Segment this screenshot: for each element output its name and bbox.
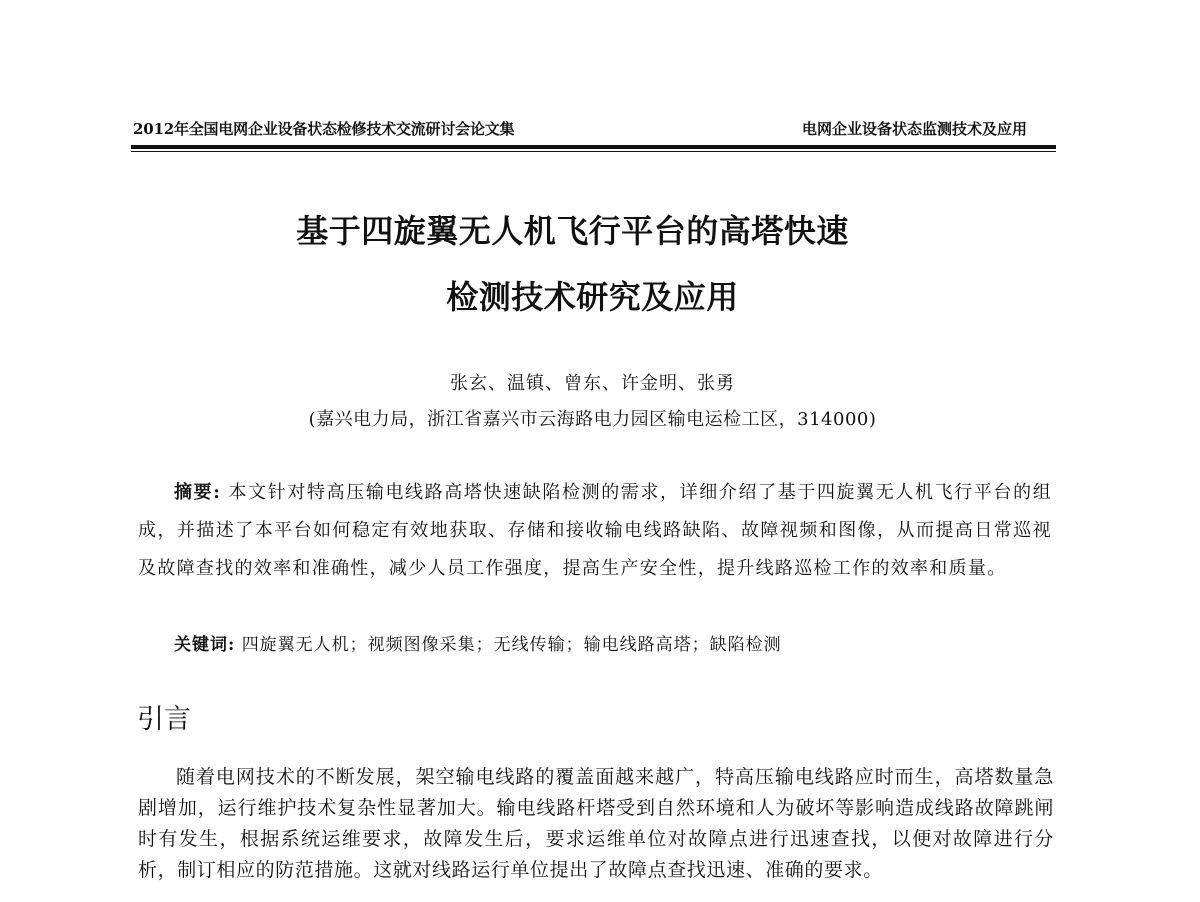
paper-title-line2: 检测技术研究及应用 <box>446 278 739 316</box>
header-section-title: 电网企业设备状态监测技术及应用 <box>801 120 1027 138</box>
header-rule-thin <box>131 151 1056 152</box>
running-header <box>133 118 1055 142</box>
header-rule-thick <box>131 145 1056 149</box>
affiliation: (嘉兴电力局，浙江省嘉兴市云海路电力园区输电运检工区，314000) <box>308 409 877 430</box>
authors: 张玄、温镇、曾东、许金明、张勇 <box>450 373 735 394</box>
section-heading-introduction: 引言 <box>137 704 191 735</box>
keywords <box>174 630 1054 655</box>
abstract <box>138 474 1052 588</box>
body-paragraph: 随着电网技术的不断发展，架空输电线路的覆盖面越来越广，特高压输电线路应时而生，高塔数量急剧增加，运行维护技术复杂性显著加大。输电线路杆塔受到自然环境和人为破坏等影响造成线路故障跳闸时有发生，根据系统运维要求，故障发生后，要求运维单位对故障点进行迅速查找，以便对故障进行分析，制订相应的防范措施。这就对线路运行单位提出了故障点查找迅速、准确的要求。 <box>138 766 1054 881</box>
abstract-text: 本文针对特高压输电线路高塔快速缺陷检测的需求，详细介绍了基于四旋翼无人机飞行平台的组成，并描述了本平台如何稳定有效地获取、存储和接收输电线路缺陷、故障视频和图像，从而提高日常巡视及故障查找的效率和准确性，减少人员工作强度，提高生产安全性，提升线路巡检工作的效率和质量。 <box>138 482 1052 579</box>
paper-title-line1: 基于四旋翼无人机飞行平台的高塔快速 <box>296 212 849 250</box>
header-proceedings-title: 2012年全国电网企业设备状态检修技术交流研讨会论文集 <box>133 120 515 138</box>
keywords-label: 关键词: <box>174 635 236 655</box>
abstract-label: 摘要: <box>174 482 222 503</box>
keywords-text: 四旋翼无人机；视频图像采集；无线传输；输电线路高塔；缺陷检测 <box>241 635 782 655</box>
